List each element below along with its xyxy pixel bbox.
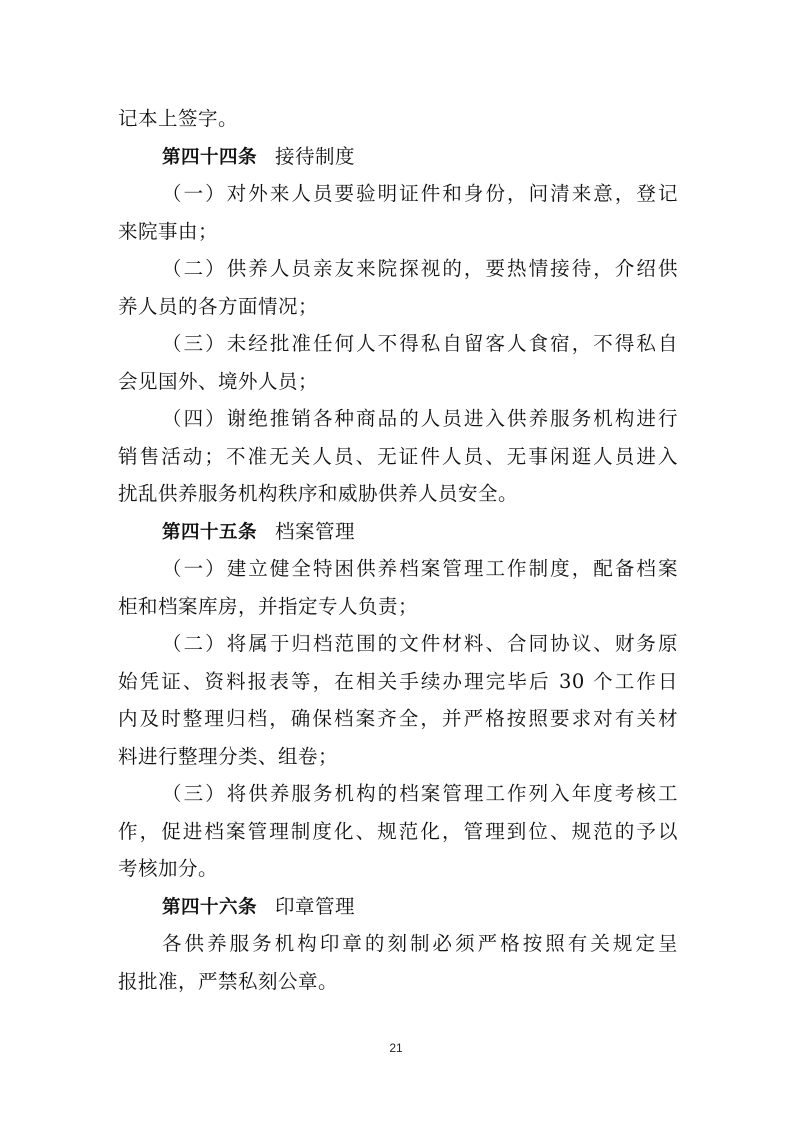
article-number: 第四十四条 [162,146,258,168]
article-title: 印章管理 [275,894,356,918]
paragraph-line: （一）建立健全特困供养档案管理工作制度，配备档案 [162,557,678,580]
paragraph-line: （三）未经批准任何人不得私自留客人食宿，不得私自 [162,332,678,355]
paragraph-line: 报批准，严禁私刻公章。 [118,969,339,993]
paragraph-line: 考核加分。 [118,857,219,880]
paragraph-line: 作，促进档案管理制度化、规范化，管理到位、规范的予以 [118,819,678,843]
article-number: 第四十五条 [162,521,258,543]
paragraph-line: 料进行整理分类、组卷； [118,744,339,768]
paragraph-line: 柜和档案库房，并指定专人负责； [118,594,419,618]
article-title: 接待制度 [275,144,356,168]
page-number: 21 [389,1041,403,1055]
paragraph-line: 销售活动；不准无关人员、无证件人员、无事闲逛人员进入 [118,444,678,468]
document-body [118,100,678,1000]
paragraph-line: 养人员的各方面情况； [118,294,319,318]
paragraph-line: 始凭证、资料报表等，在相关手续办理完毕后 30 个工作日 [118,669,678,693]
paragraph-line: 会见国外、境外人员； [118,369,319,393]
paragraph-line: 记本上签字。 [118,107,239,130]
article-heading [118,888,678,926]
paragraph-line: 扰乱供养服务机构秩序和威胁供养人员安全。 [118,482,519,505]
paragraph-line: 来院事由； [118,219,219,243]
article-heading [118,513,678,551]
paragraph-line: （一）对外来人员要验明证件和身份，问清来意，登记 [162,182,678,205]
paragraph-line: （三）将供养服务机构的档案管理工作列入年度考核工 [162,782,678,805]
paragraph-line: 各供养服务机构印章的刻制必须严格按照有关规定呈 [162,932,678,955]
article-number: 第四十六条 [162,896,258,918]
paragraph-line: （二）将属于归档范围的文件材料、合同协议、财务原 [162,632,678,655]
article-heading [118,138,678,176]
paragraph-line: （四）谢绝推销各种商品的人员进入供养服务机构进行 [162,407,678,430]
paragraph-line: 内及时整理归档，确保档案齐全，并严格按照要求对有关材 [118,707,678,730]
article-title: 档案管理 [275,519,356,543]
paragraph-line: （二）供养人员亲友来院探视的，要热情接待，介绍供 [162,257,678,280]
